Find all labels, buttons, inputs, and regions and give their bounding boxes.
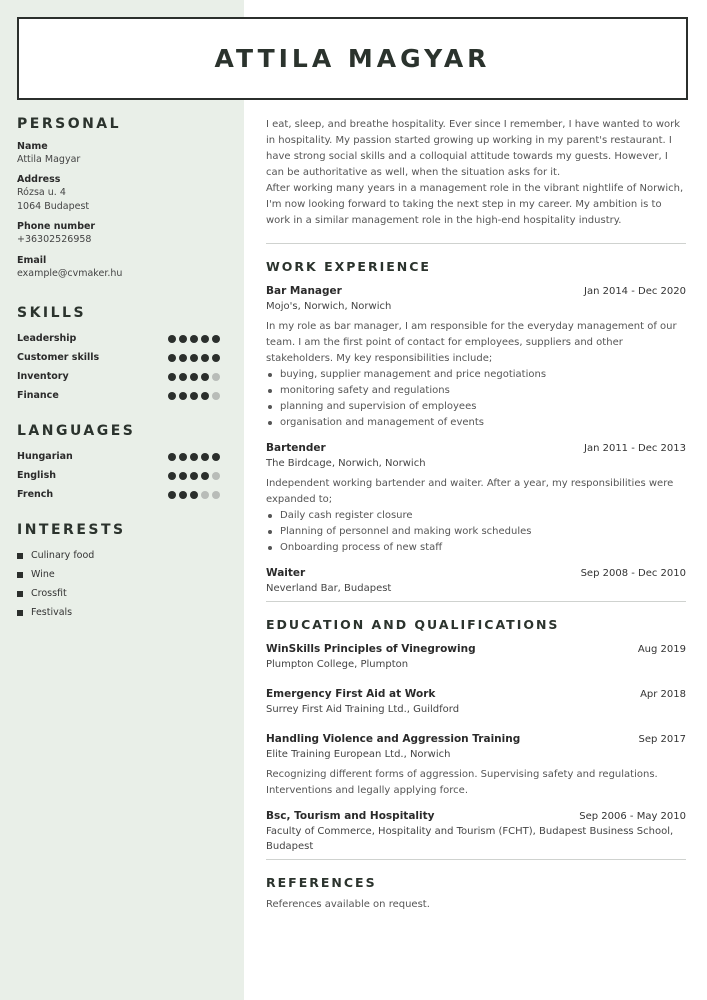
qualification-institution: Elite Training European Ltd., Norwich bbox=[266, 749, 451, 760]
rating-dot-icon bbox=[168, 472, 176, 480]
qualification-date: Aug 2019 bbox=[637, 644, 686, 655]
rating-dot-icon bbox=[201, 392, 209, 400]
languages-section bbox=[17, 423, 227, 504]
list-item: Daily cash register closure bbox=[266, 508, 686, 524]
rating-dot-icon bbox=[212, 472, 220, 480]
rating-dot-icon bbox=[179, 335, 187, 343]
language-rating bbox=[168, 472, 220, 480]
job-bullets bbox=[266, 508, 686, 556]
list-item: Onboarding process of new staff bbox=[266, 540, 686, 556]
skill-rating bbox=[168, 335, 220, 343]
rating-dot-icon bbox=[212, 335, 220, 343]
rating-dot-icon bbox=[190, 373, 198, 381]
qualification-description: Recognizing different forms of aggression. Supervising safety and regulations. Interventions and legally applying force. bbox=[266, 769, 658, 796]
square-bullet-icon bbox=[17, 591, 23, 597]
interest-label: Festivals bbox=[31, 607, 73, 618]
job-title: Bar Manager bbox=[266, 285, 342, 297]
qualification-date: Sep 2017 bbox=[638, 734, 686, 745]
qualification-title: Bsc, Tourism and Hospitality bbox=[266, 810, 435, 822]
references-heading: REFERENCES bbox=[266, 875, 377, 890]
interests-section bbox=[17, 522, 227, 622]
divider bbox=[266, 601, 686, 602]
skill-label: Customer skills bbox=[17, 352, 100, 363]
field-value: Rózsa u. 4 bbox=[17, 187, 66, 198]
square-bullet-icon bbox=[17, 553, 23, 559]
field-label: Address bbox=[17, 174, 61, 185]
language-row bbox=[17, 447, 227, 466]
rating-dot-icon bbox=[212, 373, 220, 381]
list-item bbox=[17, 584, 227, 603]
language-rating bbox=[168, 491, 220, 499]
list-item: buying, supplier management and price negotiations bbox=[266, 367, 686, 383]
field-value: example@cvmaker.hu bbox=[17, 268, 123, 279]
qualification-institution: Surrey First Aid Training Ltd., Guildford bbox=[266, 704, 460, 715]
rating-dot-icon bbox=[190, 491, 198, 499]
field-label: Email bbox=[17, 255, 47, 266]
rating-dot-icon bbox=[190, 472, 198, 480]
rating-dot-icon bbox=[179, 373, 187, 381]
job-date: Jan 2014 - Dec 2020 bbox=[584, 286, 686, 297]
interests-list bbox=[17, 546, 227, 622]
language-label: Hungarian bbox=[17, 451, 73, 462]
education-entry bbox=[266, 731, 686, 799]
field-label: Phone number bbox=[17, 221, 96, 232]
personal-email bbox=[17, 254, 227, 281]
divider bbox=[266, 859, 686, 860]
candidate-name: ATTILA MAGYAR bbox=[214, 44, 491, 73]
education-entry bbox=[266, 641, 686, 672]
skill-row bbox=[17, 348, 227, 367]
skill-row bbox=[17, 386, 227, 405]
rating-dot-icon bbox=[190, 392, 198, 400]
job-date: Sep 2008 - Dec 2010 bbox=[580, 568, 686, 579]
rating-dot-icon bbox=[168, 373, 176, 381]
language-label: French bbox=[17, 489, 54, 500]
job-date: Jan 2011 - Dec 2013 bbox=[584, 443, 686, 454]
work-entry bbox=[266, 283, 686, 431]
field-value: +36302526958 bbox=[17, 234, 92, 245]
languages-heading: LANGUAGES bbox=[17, 423, 136, 439]
work-entry bbox=[266, 565, 686, 596]
interests-heading: INTERESTS bbox=[17, 522, 126, 538]
rating-dot-icon bbox=[168, 335, 176, 343]
rating-dot-icon bbox=[179, 472, 187, 480]
field-label: Name bbox=[17, 141, 48, 152]
profile-paragraph: I eat, sleep, and breathe hospitality. Ever since I remember, I have wanted to work in hospitality. My passion started growing up working in my parent's restaurant. I have strong social skills and a colloquial attitude towards my guests. However, I can be authoritative as well, when the situation asks for it. bbox=[266, 119, 681, 178]
rating-dot-icon bbox=[190, 354, 198, 362]
rating-dot-icon bbox=[212, 491, 220, 499]
personal-address bbox=[17, 173, 227, 214]
job-bullets bbox=[266, 367, 686, 431]
sidebar bbox=[17, 116, 227, 622]
profile-section bbox=[266, 117, 686, 229]
profile-paragraph: After working many years in a management role in the vibrant nightlife of Norwich, I'm now looking forward to taking the next step in my career. My ambition is to work in a similar management role in the high-end hospitality industry. bbox=[266, 183, 684, 226]
main-content bbox=[266, 117, 686, 910]
job-employer: Neverland Bar, Budapest bbox=[266, 583, 392, 594]
education-entry bbox=[266, 808, 686, 854]
education-entry bbox=[266, 686, 686, 717]
references-text: References available on request. bbox=[266, 899, 430, 910]
skill-rating bbox=[168, 392, 220, 400]
work-heading: WORK EXPERIENCE bbox=[266, 259, 431, 274]
list-item bbox=[17, 565, 227, 584]
list-item bbox=[17, 546, 227, 565]
rating-dot-icon bbox=[212, 392, 220, 400]
job-employer: The Birdcage, Norwich, Norwich bbox=[266, 458, 426, 469]
rating-dot-icon bbox=[212, 453, 220, 461]
rating-dot-icon bbox=[201, 373, 209, 381]
language-row bbox=[17, 466, 227, 485]
qualification-date: Apr 2018 bbox=[640, 689, 686, 700]
list-item: Planning of personnel and making work schedules bbox=[266, 524, 686, 540]
work-section bbox=[266, 259, 686, 596]
field-value: 1064 Budapest bbox=[17, 201, 90, 212]
personal-heading: PERSONAL bbox=[17, 116, 122, 132]
rating-dot-icon bbox=[168, 491, 176, 499]
job-employer: Mojo's, Norwich, Norwich bbox=[266, 301, 392, 312]
skills-section bbox=[17, 305, 227, 405]
qualification-title: WinSkills Principles of Vinegrowing bbox=[266, 643, 476, 655]
work-entry bbox=[266, 440, 686, 556]
skill-row bbox=[17, 367, 227, 386]
rating-dot-icon bbox=[201, 472, 209, 480]
skill-row bbox=[17, 329, 227, 348]
square-bullet-icon bbox=[17, 572, 23, 578]
skill-rating bbox=[168, 354, 220, 362]
qualification-institution: Faculty of Commerce, Hospitality and Tourism (FCHT), Budapest Business School, Budapest bbox=[266, 826, 674, 852]
interest-label: Crossfit bbox=[31, 588, 67, 599]
rating-dot-icon bbox=[201, 354, 209, 362]
job-title: Waiter bbox=[266, 567, 306, 579]
skill-rating bbox=[168, 373, 220, 381]
list-item: planning and supervision of employees bbox=[266, 399, 686, 415]
list-item: monitoring safety and regulations bbox=[266, 383, 686, 399]
rating-dot-icon bbox=[201, 491, 209, 499]
skills-list bbox=[17, 329, 227, 405]
rating-dot-icon bbox=[168, 392, 176, 400]
language-row bbox=[17, 485, 227, 504]
qualification-title: Emergency First Aid at Work bbox=[266, 688, 436, 700]
qualification-institution: Plumpton College, Plumpton bbox=[266, 659, 409, 670]
name-header bbox=[17, 17, 688, 100]
list-item: organisation and management of events bbox=[266, 415, 686, 431]
rating-dot-icon bbox=[190, 453, 198, 461]
personal-name bbox=[17, 140, 227, 167]
language-rating bbox=[168, 453, 220, 461]
rating-dot-icon bbox=[179, 453, 187, 461]
skill-label: Inventory bbox=[17, 371, 69, 382]
rating-dot-icon bbox=[179, 354, 187, 362]
references-section bbox=[266, 875, 686, 910]
languages-list bbox=[17, 447, 227, 504]
rating-dot-icon bbox=[201, 335, 209, 343]
rating-dot-icon bbox=[179, 491, 187, 499]
skill-label: Leadership bbox=[17, 333, 77, 344]
rating-dot-icon bbox=[201, 453, 209, 461]
education-heading: EDUCATION AND QUALIFICATIONS bbox=[266, 617, 560, 632]
personal-phone bbox=[17, 220, 227, 247]
rating-dot-icon bbox=[212, 354, 220, 362]
rating-dot-icon bbox=[168, 453, 176, 461]
job-description: Independent working bartender and waiter. After a year, my responsibilities were expanded to; bbox=[266, 478, 674, 505]
rating-dot-icon bbox=[179, 392, 187, 400]
job-title: Bartender bbox=[266, 442, 326, 454]
qualification-date: Sep 2006 - May 2010 bbox=[579, 811, 686, 822]
rating-dot-icon bbox=[168, 354, 176, 362]
skills-heading: SKILLS bbox=[17, 305, 87, 321]
interest-label: Wine bbox=[31, 569, 55, 580]
education-section bbox=[266, 617, 686, 854]
language-label: English bbox=[17, 470, 56, 481]
job-description: In my role as bar manager, I am responsible for the everyday management of our team. I am the first point of contact for employees, suppliers and other stakeholders. My key responsibilities include; bbox=[266, 321, 677, 364]
interest-label: Culinary food bbox=[31, 550, 95, 561]
rating-dot-icon bbox=[190, 335, 198, 343]
divider bbox=[266, 243, 686, 244]
square-bullet-icon bbox=[17, 610, 23, 616]
skill-label: Finance bbox=[17, 390, 59, 401]
list-item bbox=[17, 603, 227, 622]
personal-section bbox=[17, 116, 227, 281]
field-value: Attila Magyar bbox=[17, 154, 81, 165]
qualification-title: Handling Violence and Aggression Training bbox=[266, 733, 521, 745]
